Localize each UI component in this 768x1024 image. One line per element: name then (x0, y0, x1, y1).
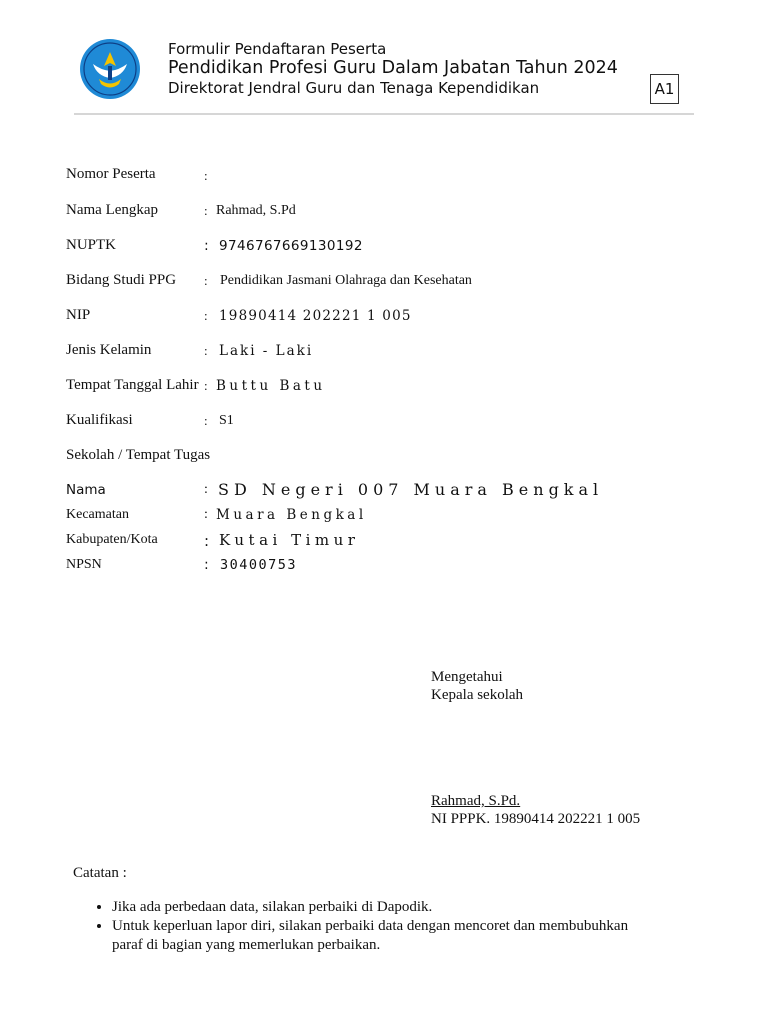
colon: : (204, 168, 208, 183)
value-nama-lengkap: Rahmad, S.Pd (216, 203, 296, 218)
form-code-box: A1 (650, 74, 679, 104)
label-nuptk: NUPTK (66, 237, 117, 253)
colon: : (204, 343, 208, 358)
colon: : (204, 308, 208, 323)
form-title-line1: Formulir Pendaftaran Peserta (168, 40, 387, 58)
value-npsn: 30400753 (220, 557, 298, 573)
header-divider (74, 113, 694, 115)
colon: : (204, 507, 208, 522)
tut-wuri-handayani-logo-icon (79, 38, 141, 100)
colon: : (204, 532, 210, 550)
label-ttl: Tempat Tanggal Lahir (66, 377, 199, 393)
label-npsn: NPSN (66, 557, 102, 572)
label-bidang-studi: Bidang Studi PPG (66, 272, 177, 288)
value-kabupaten: Kutai Timur (219, 531, 360, 549)
signature-id: NI PPPK. 19890414 202221 1 005 (431, 811, 641, 827)
value-nip: 19890414 202221 1 005 (219, 308, 412, 324)
label-nama-sekolah: Nama (66, 482, 106, 498)
form-title-line3: Direktorat Jendral Guru dan Tenaga Kependidikan (168, 79, 540, 97)
colon: : (204, 378, 208, 393)
label-kecamatan: Kecamatan (66, 507, 129, 522)
value-ttl: Buttu Batu (216, 378, 326, 394)
label-nama-lengkap: Nama Lengkap (66, 202, 159, 218)
value-nama-sekolah: SD Negeri 007 Muara Bengkal (218, 480, 604, 499)
notes-list (92, 898, 632, 955)
colon: : (204, 238, 209, 254)
notes-title: Catatan : (73, 865, 127, 881)
label-kualifikasi: Kualifikasi (66, 412, 133, 428)
value-nuptk: 9746767669130192 (219, 238, 363, 254)
colon: : (204, 482, 208, 497)
note-item: • Jika ada perbedaan data, silakan perbaiki di Dapodik. (112, 898, 632, 917)
signature-mengetahui: Mengetahui (431, 669, 503, 685)
colon: : (204, 273, 208, 288)
label-sekolah-section: Sekolah / Tempat Tugas (66, 447, 211, 463)
form-title-line2: Pendidikan Profesi Guru Dalam Jabatan Tahun 2024 (168, 58, 618, 78)
value-kecamatan: Muara Bengkal (216, 507, 367, 523)
value-bidang-studi: Pendidikan Jasmani Olahraga dan Kesehatan (220, 273, 472, 288)
note-item: • Untuk keperluan lapor diri, silakan perbaiki data dengan mencoret dan membubuhkan paraf di bagian yang memerlukan perbaikan. (112, 917, 632, 955)
label-nomor-peserta: Nomor Peserta (66, 166, 156, 182)
signature-name: Rahmad, S.Pd. (431, 793, 521, 809)
colon: : (204, 557, 209, 573)
label-kabupaten: Kabupaten/Kota (66, 532, 158, 547)
value-jenis-kelamin: Laki - Laki (219, 343, 314, 359)
colon: : (204, 203, 208, 218)
colon: : (204, 413, 208, 428)
value-kualifikasi: S1 (219, 413, 234, 428)
label-jenis-kelamin: Jenis Kelamin (66, 342, 152, 358)
signature-role: Kepala sekolah (431, 687, 524, 703)
label-nip: NIP (66, 307, 91, 323)
